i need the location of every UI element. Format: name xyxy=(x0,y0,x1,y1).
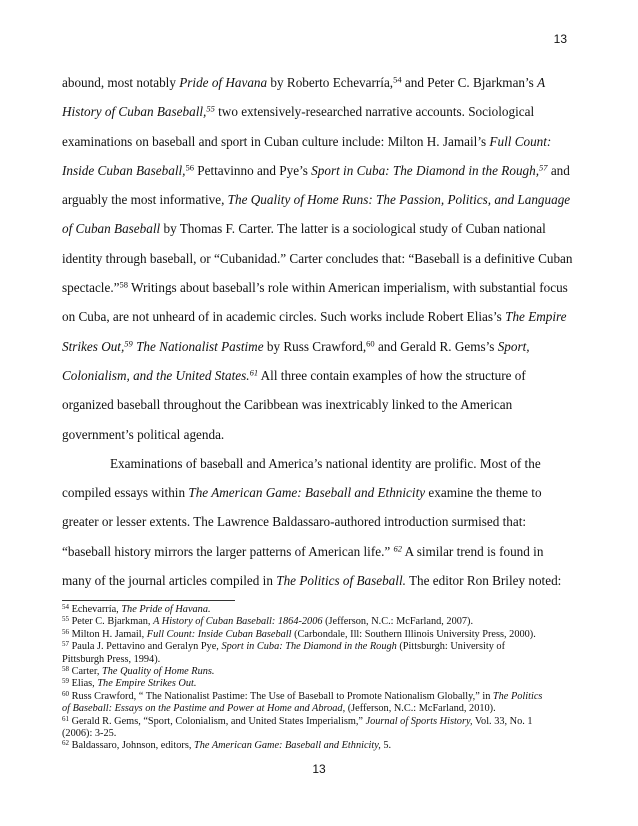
text-run: and Gerald R. Gems’s xyxy=(374,338,498,354)
footnote-line xyxy=(62,678,578,690)
footnote-line xyxy=(62,691,578,703)
text-run: Writings about baseball’s role within American imperialism, with substantial focus xyxy=(127,280,568,296)
text-run: arguably the most informative, xyxy=(62,192,228,208)
text-run: government’s political agenda. xyxy=(62,426,225,442)
text-run: examinations on baseball and sport in Cuban culture include: Milton H. Jamail’s xyxy=(62,133,490,149)
text-run: Examinations of baseball and America’s national identity are prolific. Most of the xyxy=(110,455,541,471)
footnote-reference: 57 xyxy=(62,640,69,649)
footnote-reference: 60 xyxy=(366,338,375,348)
text-run: many of the journal articles compiled in xyxy=(62,573,277,589)
italic-title: Colonialism, and the United States. xyxy=(62,367,250,383)
italic-title: The American Game: Baseball and Ethnicity, xyxy=(193,740,381,752)
text-run: The editor Ron Briley noted: xyxy=(405,573,562,589)
body-line xyxy=(62,449,578,478)
body-text xyxy=(62,68,578,595)
footnote-line xyxy=(62,666,578,678)
italic-title: Sport, xyxy=(497,338,530,354)
italic-title: Strikes Out, xyxy=(62,338,125,354)
footnote-reference: 54 xyxy=(62,602,69,611)
footnote-line xyxy=(62,616,578,628)
text-run: Pettavinno and Pye’s xyxy=(193,162,312,178)
footnote-reference: 62 xyxy=(62,739,69,748)
text-run: (Jefferson, N.C.: McFarland, 2010). xyxy=(345,703,496,715)
italic-title: Full Count: Inside Cuban Baseball xyxy=(146,628,292,640)
body-line xyxy=(62,478,578,507)
text-run: identity through baseball, or “Cubanidad.” Carter concludes that: “Baseball is a definitive Cuban xyxy=(62,250,573,266)
text-run: examine the theme to xyxy=(425,485,542,501)
italic-title: The American Game: Baseball and Ethnicity xyxy=(188,485,426,501)
footnote-line xyxy=(62,716,578,728)
footnote-reference: 58 xyxy=(119,279,128,290)
footnote-line xyxy=(62,728,578,740)
body-line xyxy=(62,156,578,185)
body-line xyxy=(62,361,578,390)
text-run: “baseball history mirrors the larger patterns of American life.” xyxy=(62,543,394,559)
text-run: and Peter C. Bjarkman’s xyxy=(401,75,538,90)
italic-title: A xyxy=(537,75,546,90)
footnote-reference: 62 xyxy=(393,543,403,554)
footnote-line xyxy=(62,641,578,653)
text-run: Peter C. Bjarkman, xyxy=(69,616,154,628)
footnote-reference: 61 xyxy=(62,714,69,723)
italic-title: Sport in Cuba: The Diamond in the Rough xyxy=(221,641,397,653)
italic-title: Inside Cuban Baseball, xyxy=(62,162,186,178)
text-run: Vol. 33, No. 1 xyxy=(472,715,533,727)
body-line xyxy=(62,185,578,214)
italic-title: The Empire Strikes Out. xyxy=(97,678,197,690)
page-number-top: 13 xyxy=(553,32,567,46)
footnote-reference: 61 xyxy=(249,367,259,378)
text-run: Gerald R. Gems, “Sport, Colonialism, and United States Imperialism,” xyxy=(69,715,366,727)
body-line xyxy=(62,420,578,449)
footnote-reference: 55 xyxy=(62,615,69,624)
italic-title: The Politics xyxy=(492,690,543,702)
text-run: A similar trend is found in xyxy=(402,543,544,559)
footnote-reference: 55 xyxy=(206,103,215,114)
footnote-reference: 59 xyxy=(124,338,133,348)
italic-title: Pride of Havana xyxy=(179,75,268,90)
footnote-reference: 57 xyxy=(539,162,548,173)
body-line xyxy=(62,507,578,536)
italic-title: The Quality of Home Runs: The Passion, Politics, and Language xyxy=(227,192,571,208)
body-line xyxy=(62,537,578,566)
footnote-line xyxy=(62,654,578,666)
text-run: (Pittsburgh: University of xyxy=(396,641,505,653)
italic-title: The Empire xyxy=(505,309,567,325)
footnote-separator xyxy=(62,600,235,601)
italic-title: The Nationalist Pastime xyxy=(136,338,264,354)
text-run: All three contain examples of how the structure of xyxy=(258,367,526,383)
text-run: spectacle.” xyxy=(62,280,120,296)
body-line xyxy=(62,566,578,595)
text-run: by Russ Crawford, xyxy=(263,338,367,354)
footnote-reference: 59 xyxy=(62,677,69,686)
italic-title: The Politics of Baseball. xyxy=(276,573,406,589)
body-line xyxy=(62,214,578,243)
text-run: Paula J. Pettavino and Geralyn Pye, xyxy=(69,641,222,653)
italic-title: Sport in Cuba: The Diamond in the Rough, xyxy=(311,162,540,178)
text-run: (2006): 3-25. xyxy=(62,728,117,740)
text-run: Elias, xyxy=(69,678,98,690)
text-run: by Roberto Echevarría, xyxy=(267,75,394,90)
italic-title: The Pride of Havana. xyxy=(121,604,211,615)
text-run: (Jefferson, N.C.: McFarland, 2007). xyxy=(322,616,474,628)
text-run: (Carbondale, Ill: Southern Illinois University Press, 2000). xyxy=(291,628,536,640)
footnote-reference: 58 xyxy=(62,664,69,673)
footnote-reference: 60 xyxy=(62,689,69,698)
body-line xyxy=(62,390,578,419)
footnote-line xyxy=(62,604,578,616)
text-run: Milton H. Jamail, xyxy=(69,628,147,640)
italic-title: Full Count: xyxy=(489,133,552,149)
body-line xyxy=(62,97,578,126)
text-run: Russ Crawford, “ The Nationalist Pastime: The Use of Baseball to Promote Nationalism Globally,” in xyxy=(69,690,493,702)
text-run: on Cuba, are not unheard of in academic circles. Such works include Robert Elias’s xyxy=(62,309,506,325)
italic-title: of Cuban Baseball xyxy=(62,221,161,237)
footnote-reference: 56 xyxy=(62,627,69,636)
text-run: Baldassaro, Johnson, editors, xyxy=(69,740,194,752)
body-line xyxy=(62,302,578,331)
text-run: and xyxy=(547,162,570,178)
text-run: Carter, xyxy=(69,666,103,678)
italic-title: The Quality of Home Runs. xyxy=(102,666,215,678)
body-line xyxy=(62,273,578,302)
italic-title: Journal of Sports History, xyxy=(365,715,473,727)
body-line xyxy=(62,127,578,156)
page-number-bottom: 13 xyxy=(312,762,326,776)
body-line xyxy=(62,332,578,361)
text-run: greater or lesser extents. The Lawrence Baldassaro-authored introduction surmised that: xyxy=(62,514,527,530)
body-line xyxy=(62,68,578,97)
italic-title: History of Cuban Baseball, xyxy=(62,104,207,120)
footnote-line xyxy=(62,740,578,752)
text-run: compiled essays within xyxy=(62,485,189,501)
footnote-reference: 54 xyxy=(393,74,402,85)
text-run: Echevarría, xyxy=(69,604,122,615)
text-run: two extensively-researched narrative accounts. Sociological xyxy=(214,104,535,120)
text-run: by Thomas F. Carter. The latter is a sociological study of Cuban national xyxy=(160,221,546,237)
italic-title: of Baseball: Essays on the Pastime and Power at Home and Abroad, xyxy=(62,703,346,715)
text-run: Pittsburgh Press, 1994). xyxy=(62,653,161,665)
footnote-line xyxy=(62,629,578,641)
italic-title: A History of Cuban Baseball: 1864-2006 xyxy=(153,616,323,628)
footnote-line xyxy=(62,703,578,715)
text-run: abound, most notably xyxy=(62,75,180,90)
text-run: organized baseball throughout the Caribbean was inextricably linked to the American xyxy=(62,397,513,413)
footnote-reference: 56 xyxy=(185,162,194,173)
text-run: 5. xyxy=(380,740,392,752)
footnotes xyxy=(62,604,578,753)
body-line xyxy=(62,244,578,273)
